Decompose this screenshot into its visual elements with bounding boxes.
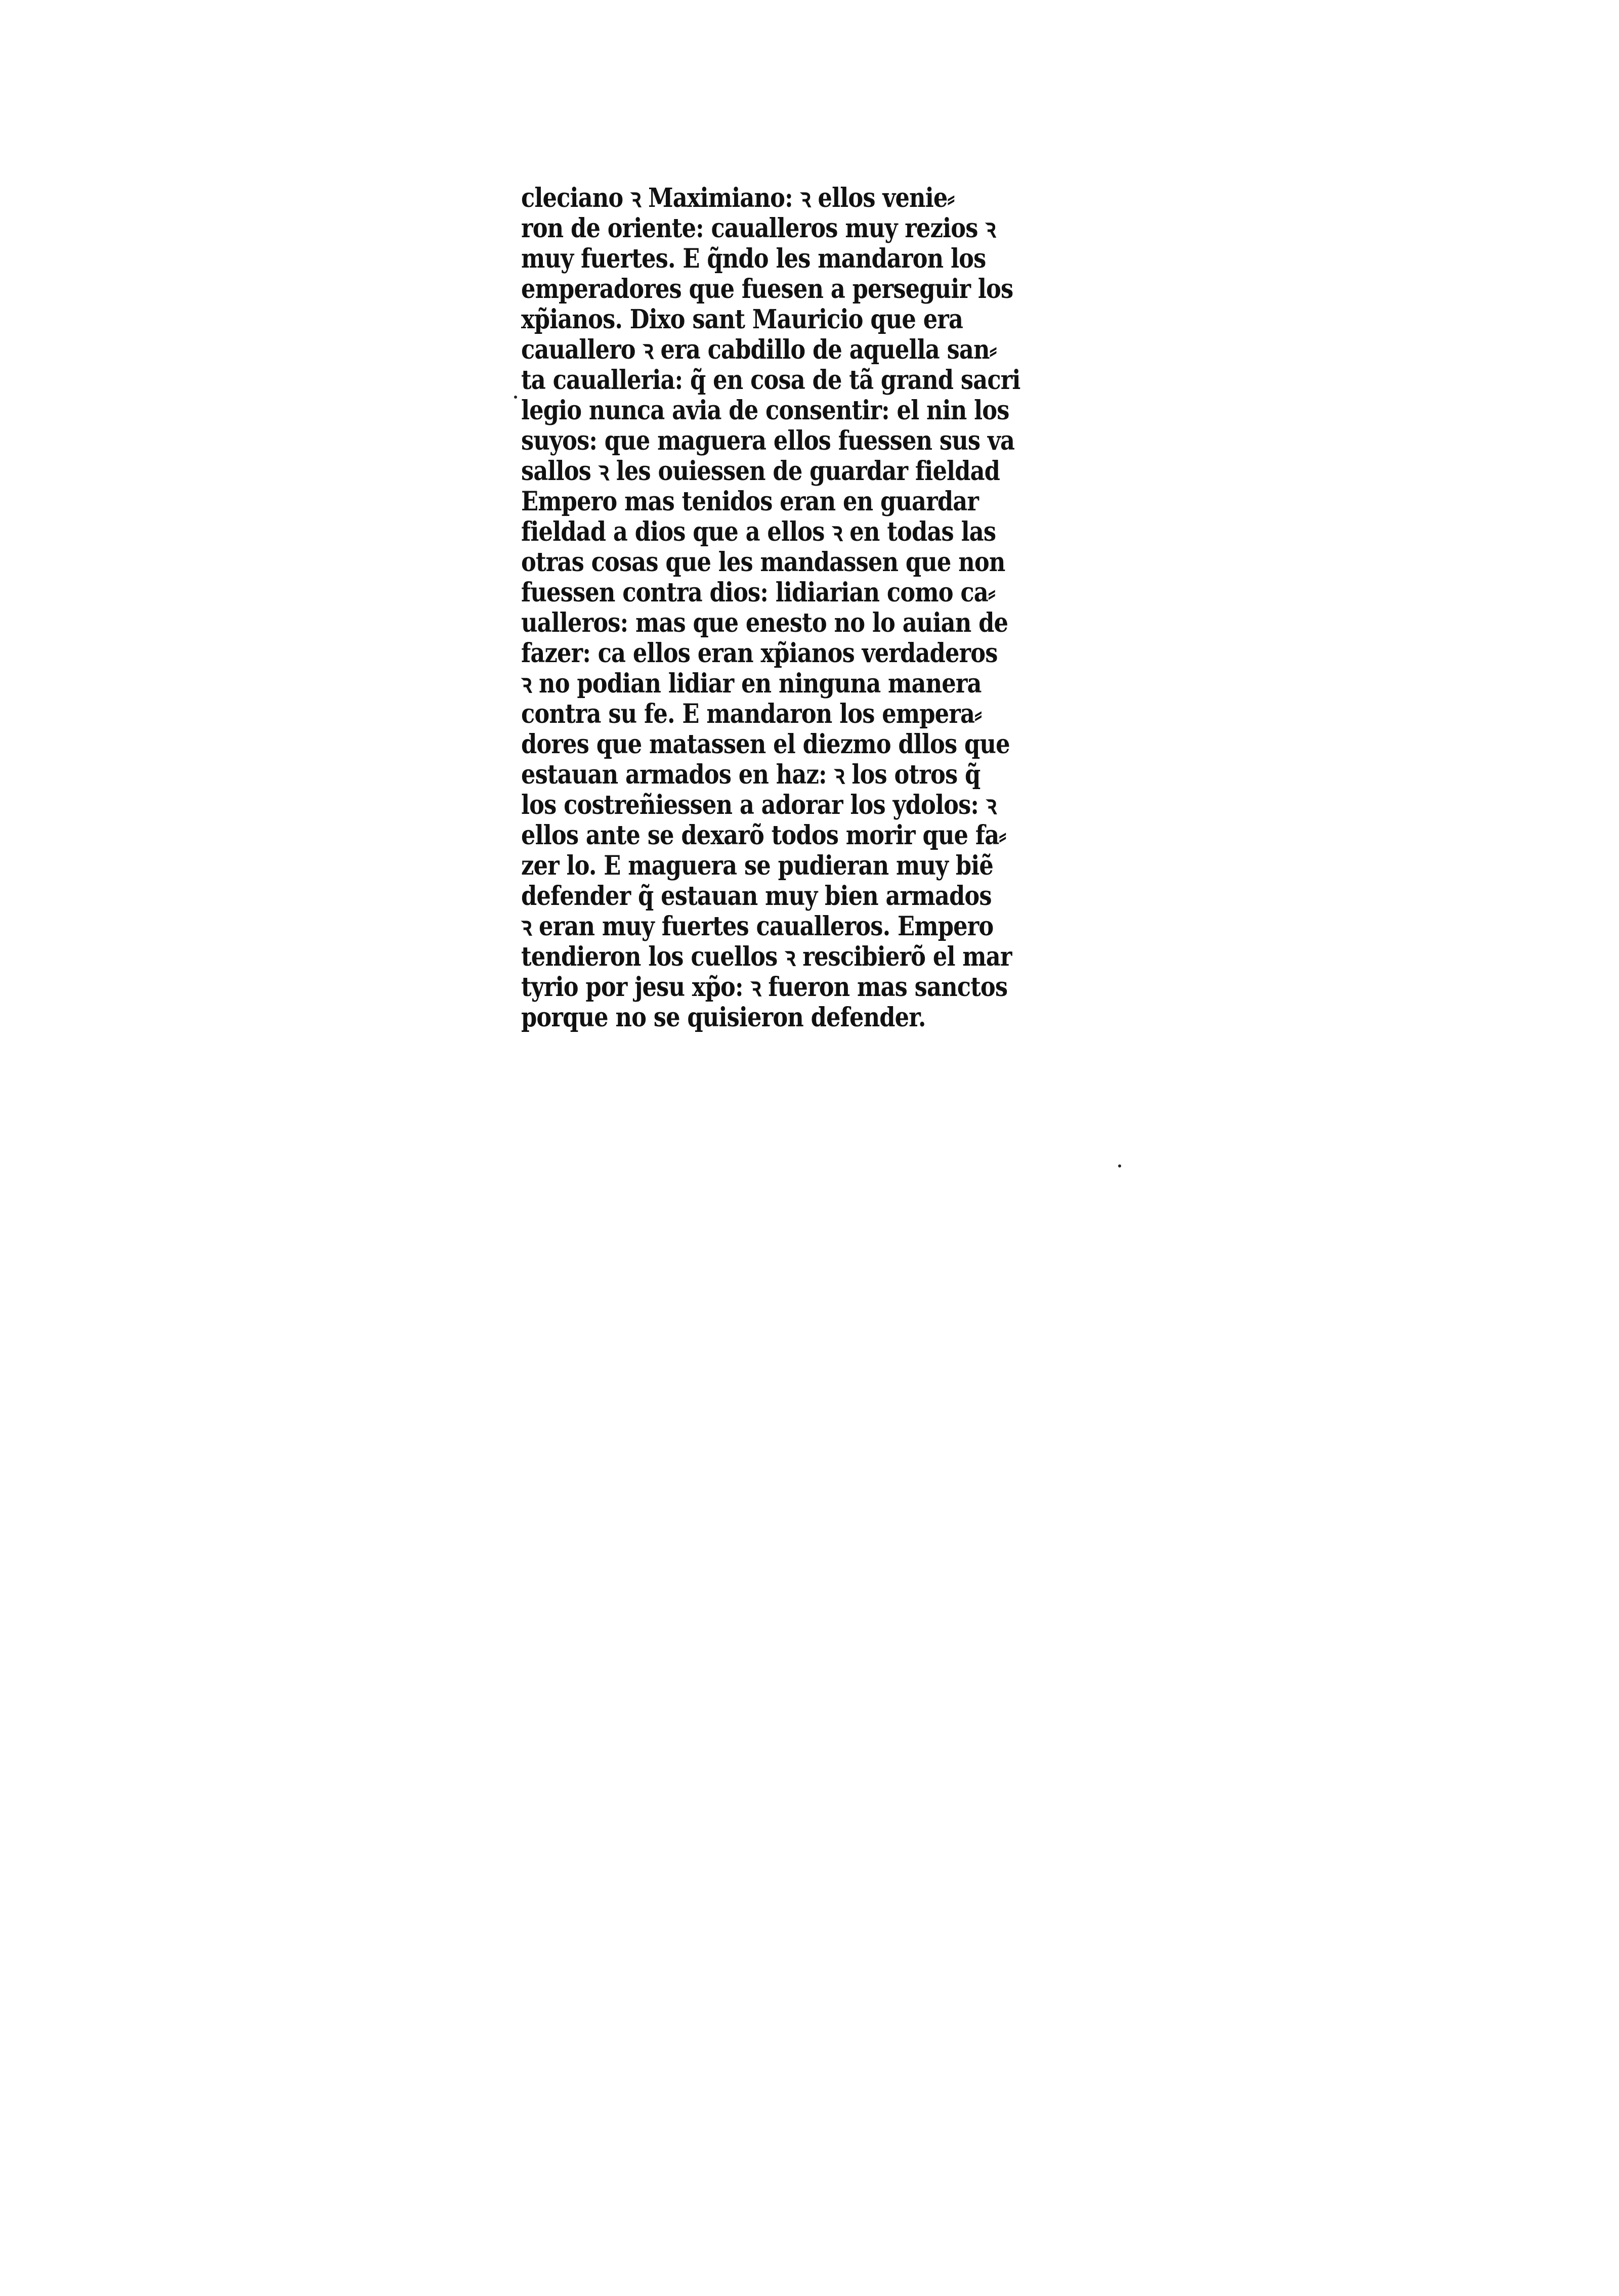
text-line: fazer: ca ellos eran xp̃ianos verdaderos [521,638,998,669]
text-line: tendieron los cuellos ꝛ rescibierõ el mar [521,941,1012,972]
text-line: suyos: que maguera ellos fuessen sus va [521,425,1015,456]
text-line: ta caualleria: q̃ en cosa de tã grand sacri [521,365,1020,396]
text-line: fieldad a dios que a ellos ꝛ en todas las [521,516,996,547]
text-line: sallos ꝛ les ouiessen de guardar fieldad [521,456,1000,487]
text-line: tyrio por jesu xp̃o: ꝛ fueron mas sanctos [521,972,1008,1003]
text-line: cleciano ꝛ Maximiano: ꝛ ellos venie⸗ [521,183,955,213]
text-line: los costreñiessen a adorar los ydolos: ꝛ [521,790,997,820]
text-line: defender q̃ estauan muy bien armados [521,881,992,912]
text-line: legio nunca avia de consentir: el nin los [521,395,1009,426]
text-line: dores que matassen el diezmo dllos que [521,729,1010,760]
text-line: estauan armados en haz: ꝛ los otros q̃ [521,759,981,790]
text-line: muy fuertes. E q̃ndo les mandaron los [521,243,986,274]
text-line: contra su fe. E mandaron los empera⸗ [521,699,982,729]
text-line: emperadores que fuesen a perseguir los [521,274,1013,305]
text-line: cauallero ꝛ era cabdillo de aquella san⸗ [521,334,997,365]
text-line: xp̃ianos. Dixo sant Mauricio que era [521,304,963,335]
text-line: ellos ante se dexarõ todos morir que fa⸗ [521,820,1006,851]
text-column [521,183,1148,1033]
ink-speck [514,396,517,399]
text-line: ron de oriente: caualleros muy rezios ꝛ [521,213,996,244]
text-line: ꝛ eran muy fuertes caualleros. Empero [521,911,994,942]
text-line: fuessen contra dios: lidiarian como ca⸗ [521,577,995,608]
ink-speck [1118,1164,1121,1167]
text-line: otras cosas que les mandassen que non [521,547,1005,578]
text-line: Empero mas tenidos eran en guardar [521,486,979,517]
text-line: zer lo. E maguera se pudieran muy biẽ [521,850,994,881]
text-line: ualleros: mas que enesto no lo auian de [521,608,1008,638]
text-line: ꝛ no podian lidiar en ninguna manera [521,668,982,699]
text-line: porque no se quisieron defender. [521,1002,926,1033]
